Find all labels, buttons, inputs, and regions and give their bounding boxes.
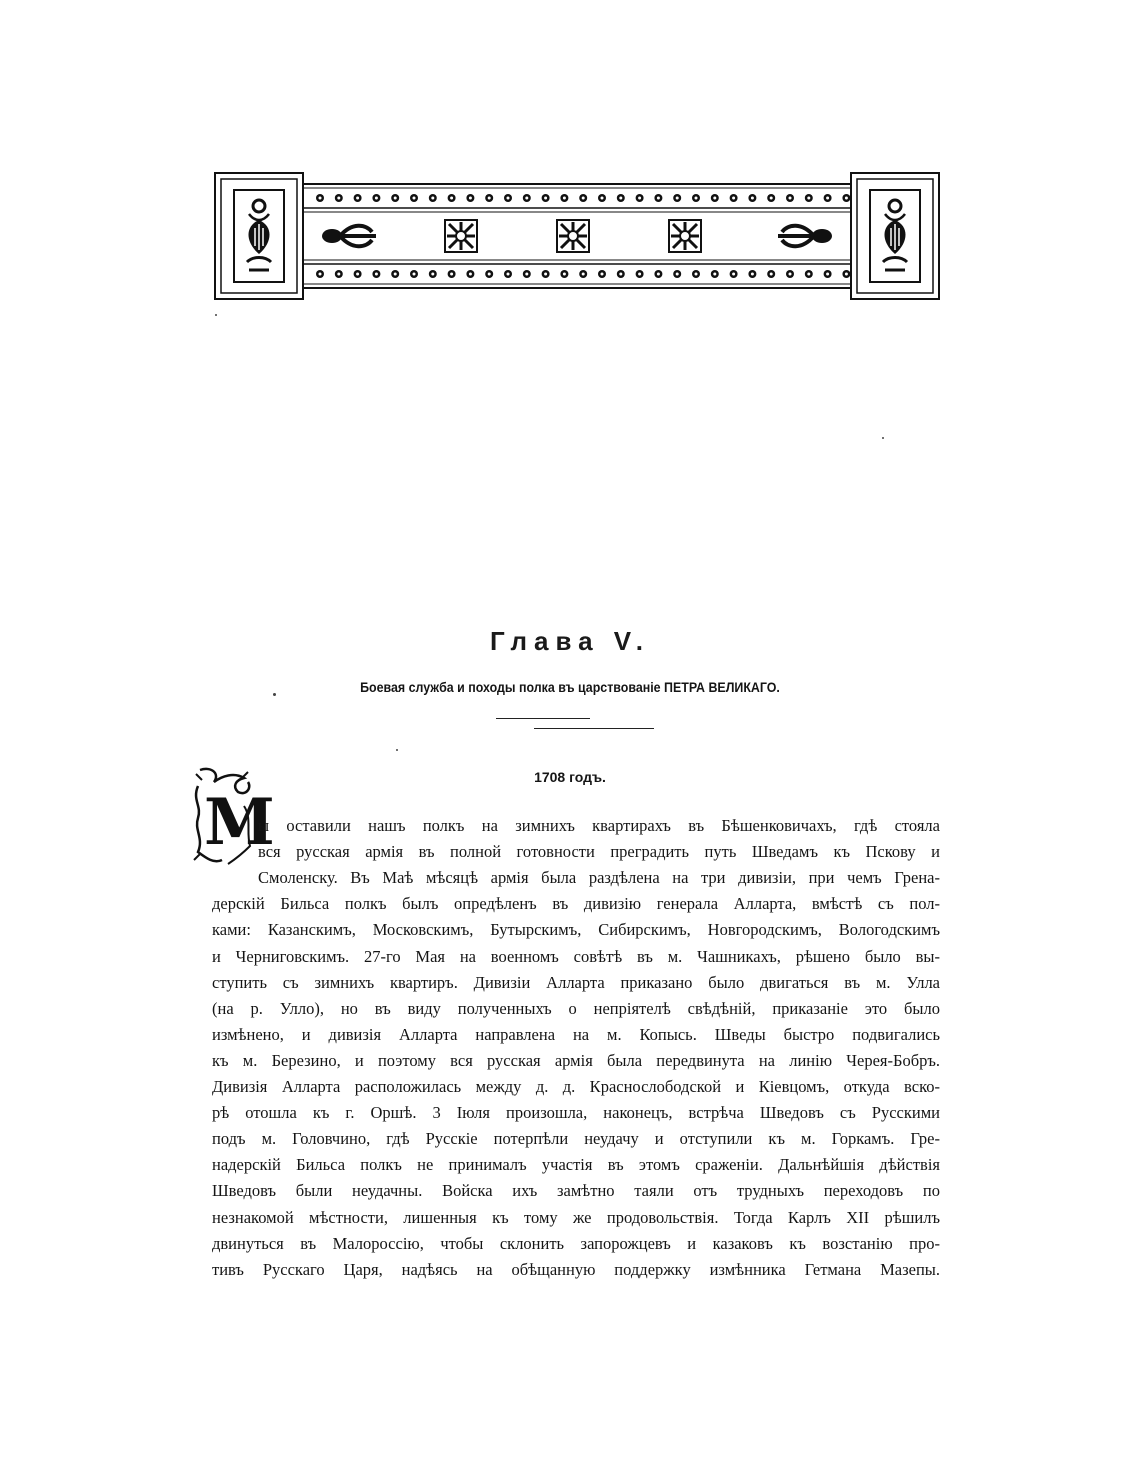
body-line: тивъ Русскаго Царя, надѣясь на обѣщанную поддержку измѣнника Гетмана Мазепы. <box>212 1259 940 1279</box>
body-line: и Черниговскимъ. 27-го Мая на военномъ совѣтѣ въ м. Чашникахъ, рѣшено было вы- <box>212 946 940 966</box>
chapter-subtitle: Боевая служба и походы полка въ царствованіе ПЕТРА ВЕЛИКАГО. <box>360 680 780 695</box>
body-line: ы оставили нашъ полкъ на зимнихъ квартирахъ въ Бѣшенковичахъ, гдѣ стояла <box>258 816 940 835</box>
body-line: незнакомой мѣстности, лишенныя къ тому же продовольствія. Тогда Карлъ XII рѣшилъ <box>212 1207 940 1227</box>
body-line: подъ м. Головчино, гдѣ Русскіе потерпѣли неудачу и отступили къ м. Горкамъ. Гре- <box>212 1129 940 1149</box>
ornamental-drop-cap <box>192 766 275 868</box>
body-line: Шведовъ были неудачны. Войска ихъ замѣтно таяли отъ трудныхъ переходовъ по <box>212 1181 940 1201</box>
chapter-title: Глава V. <box>490 626 650 656</box>
body-line: (на р. Улло), но въ виду полученныхъ о непріятелѣ свѣдѣній, приказаніе это было <box>212 998 940 1018</box>
body-line: надерскій Бильса полкъ не принималъ участія въ этомъ сраженіи. Дальнѣйшія дѣйствія <box>212 1155 940 1175</box>
palmette-left <box>322 226 376 247</box>
body-line: Смоленску. Въ Маѣ мѣсяцѣ армія была раздѣлена на три дивизіи, при чемъ Грена- <box>258 868 940 888</box>
section-year-heading: 1708 годъ. <box>534 769 606 785</box>
palmette-right <box>778 226 832 247</box>
body-line: ступить съ зимнихъ квартиръ. Дивизіи Алларта приказано было двигаться въ м. Улла <box>212 972 940 992</box>
rosette-row-top <box>316 194 850 202</box>
decorative-headpiece <box>214 172 940 300</box>
ornament-square-1 <box>445 220 477 252</box>
svg-text:М: М <box>204 785 275 860</box>
rosette-row-bottom <box>316 270 850 278</box>
body-line: двинуться въ Малороссію, чтобы склонить запорожцевъ и казаковъ къ возстанію про- <box>212 1233 940 1253</box>
body-line: къ м. Березино, и поэтому вся русская армія была передвинута на линію Черея-Бобръ. <box>212 1050 940 1070</box>
body-line: дерскій Бильса полкъ былъ опредѣленъ въ дивизію генерала Алларта, вмѣстѣ съ пол- <box>212 894 940 914</box>
body-line: Дивизія Алларта расположилась между д. д. Краснослободской и Кіевцомъ, откуда вско- <box>212 1077 940 1096</box>
divider-rule-top <box>496 718 590 719</box>
anthemion-left <box>247 200 271 270</box>
ornament-square-2 <box>557 220 589 252</box>
ornament-square-3 <box>669 220 701 252</box>
anthemion-right <box>883 200 907 270</box>
divider-rule-bottom <box>534 728 654 729</box>
body-line: ками: Казанскимъ, Московскимъ, Бутырскимъ, Сибирскимъ, Новгородскимъ, Вологодскимъ <box>212 920 940 940</box>
body-line: измѣнено, и дивизія Алларта направлена на м. Копысь. Шведы быстро подвигались <box>212 1024 940 1044</box>
body-line: рѣ отошла къ г. Оршѣ. 3 Іюля произошла, наконецъ, встрѣча Шведовъ съ Русскими <box>212 1103 940 1123</box>
body-line: вся русская армія въ полной готовности преградить путь Шведамъ къ Пскову и <box>258 842 940 862</box>
